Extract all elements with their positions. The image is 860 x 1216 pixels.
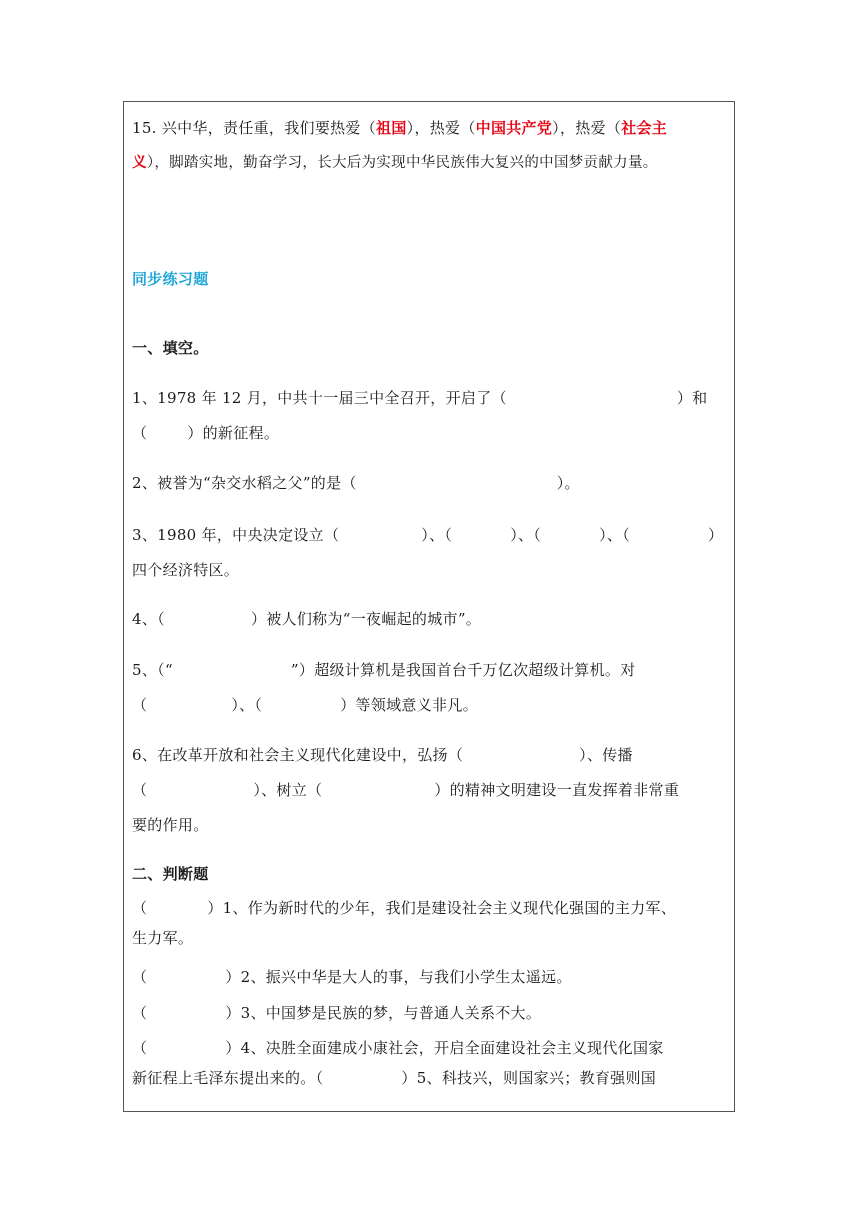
question-5 <box>132 653 728 723</box>
judge-text: （ <box>132 1004 148 1022</box>
question-text: 4、（ <box>132 610 165 628</box>
question-1 <box>132 381 728 451</box>
judge-text: （ <box>132 968 148 986</box>
judge-text: （ <box>132 899 148 917</box>
question-text: ）、（ <box>421 526 453 544</box>
judge-text: ）2、振兴中华是大人的事，与我们小学生太遥远。 <box>225 968 572 986</box>
question-text: 6、在改革开放和社会主义现代化建设中，弘扬（ <box>132 746 464 764</box>
judge-3 <box>132 998 728 1028</box>
item-15-text: ），热爱（ <box>552 119 622 137</box>
question-text: 要的作用。 <box>132 816 209 834</box>
question-text: 3、1980 年，中央决定设立（ <box>132 526 340 544</box>
item-15-text: 15. 兴中华，责任重，我们要热爱（ <box>132 119 377 137</box>
document-frame <box>123 101 735 1112</box>
question-text: 2、被誉为“杂交水稻之父”的是（ <box>132 474 357 492</box>
question-text: ）、（ <box>510 526 542 544</box>
judge-text: （ <box>132 1039 148 1057</box>
item-15-text: ），热爱（ <box>406 119 476 137</box>
answer-motherland: 祖国 <box>376 119 407 137</box>
question-text: 1、1978 年 12 月，中共十一届三中全召开，开启了（ <box>132 389 507 407</box>
question-text: ）的新征程。 <box>187 424 280 442</box>
question-text: ）、树立（ <box>253 781 323 799</box>
question-text: 5、（“ <box>132 661 173 679</box>
question-text: ）、传播 <box>579 746 633 764</box>
question-2 <box>132 466 728 501</box>
question-text: ）等领域意义非凡。 <box>340 696 478 714</box>
judge-text: 新征程上毛泽东提出来的。（ <box>132 1069 324 1087</box>
question-text: （ <box>132 696 148 714</box>
question-text: ）、（ <box>599 526 631 544</box>
question-4 <box>132 602 728 637</box>
section-title: 同步练习题 <box>132 270 209 288</box>
judge-text: ）5、科技兴，则国家兴；教育强则国 <box>401 1069 657 1087</box>
question-text: 四个经济特区。 <box>132 561 240 579</box>
fill-heading: 一、填空。 <box>132 339 209 357</box>
judge-text: ）1、作为新时代的少年，我们是建设社会主义现代化强国的主力军、 <box>207 899 677 917</box>
judge-2 <box>132 962 728 992</box>
question-text: ）的精神文明建设一直发挥着非常重 <box>434 781 680 799</box>
judge-text: 生力军。 <box>132 929 194 947</box>
question-3 <box>132 518 728 588</box>
question-text: ）、（ <box>231 696 263 714</box>
question-text: ） <box>708 526 724 544</box>
question-text: （ <box>132 424 148 442</box>
judge-1 <box>132 893 728 953</box>
answer-cpc: 中国共产党 <box>475 119 553 137</box>
item-15-text: ），脚踏实地，勤奋学习，长大后为实现中华民族伟大复兴的中国梦贡献力量。 <box>146 155 658 171</box>
judge-heading: 二、判断题 <box>132 865 209 883</box>
judge-text: ）3、中国梦是民族的梦，与普通人关系不大。 <box>225 1004 542 1022</box>
question-text: （ <box>132 781 148 799</box>
judge-text: ）4、决胜全面建成小康社会，开启全面建设社会主义现代化国家 <box>225 1039 664 1057</box>
item-15 <box>132 111 728 181</box>
judge-4 <box>132 1033 728 1093</box>
question-text: ）。 <box>556 474 580 492</box>
question-text: ）被人们称为“一夜崛起的城市”。 <box>250 610 482 628</box>
question-text: ”）超级计算机是我国首台千万亿次超级计算机。对 <box>290 661 636 679</box>
answer-socialism-end: 义 <box>132 155 147 171</box>
question-text: ）和 <box>676 389 708 407</box>
answer-socialism: 社会主 <box>621 119 668 137</box>
question-6 <box>132 738 728 843</box>
